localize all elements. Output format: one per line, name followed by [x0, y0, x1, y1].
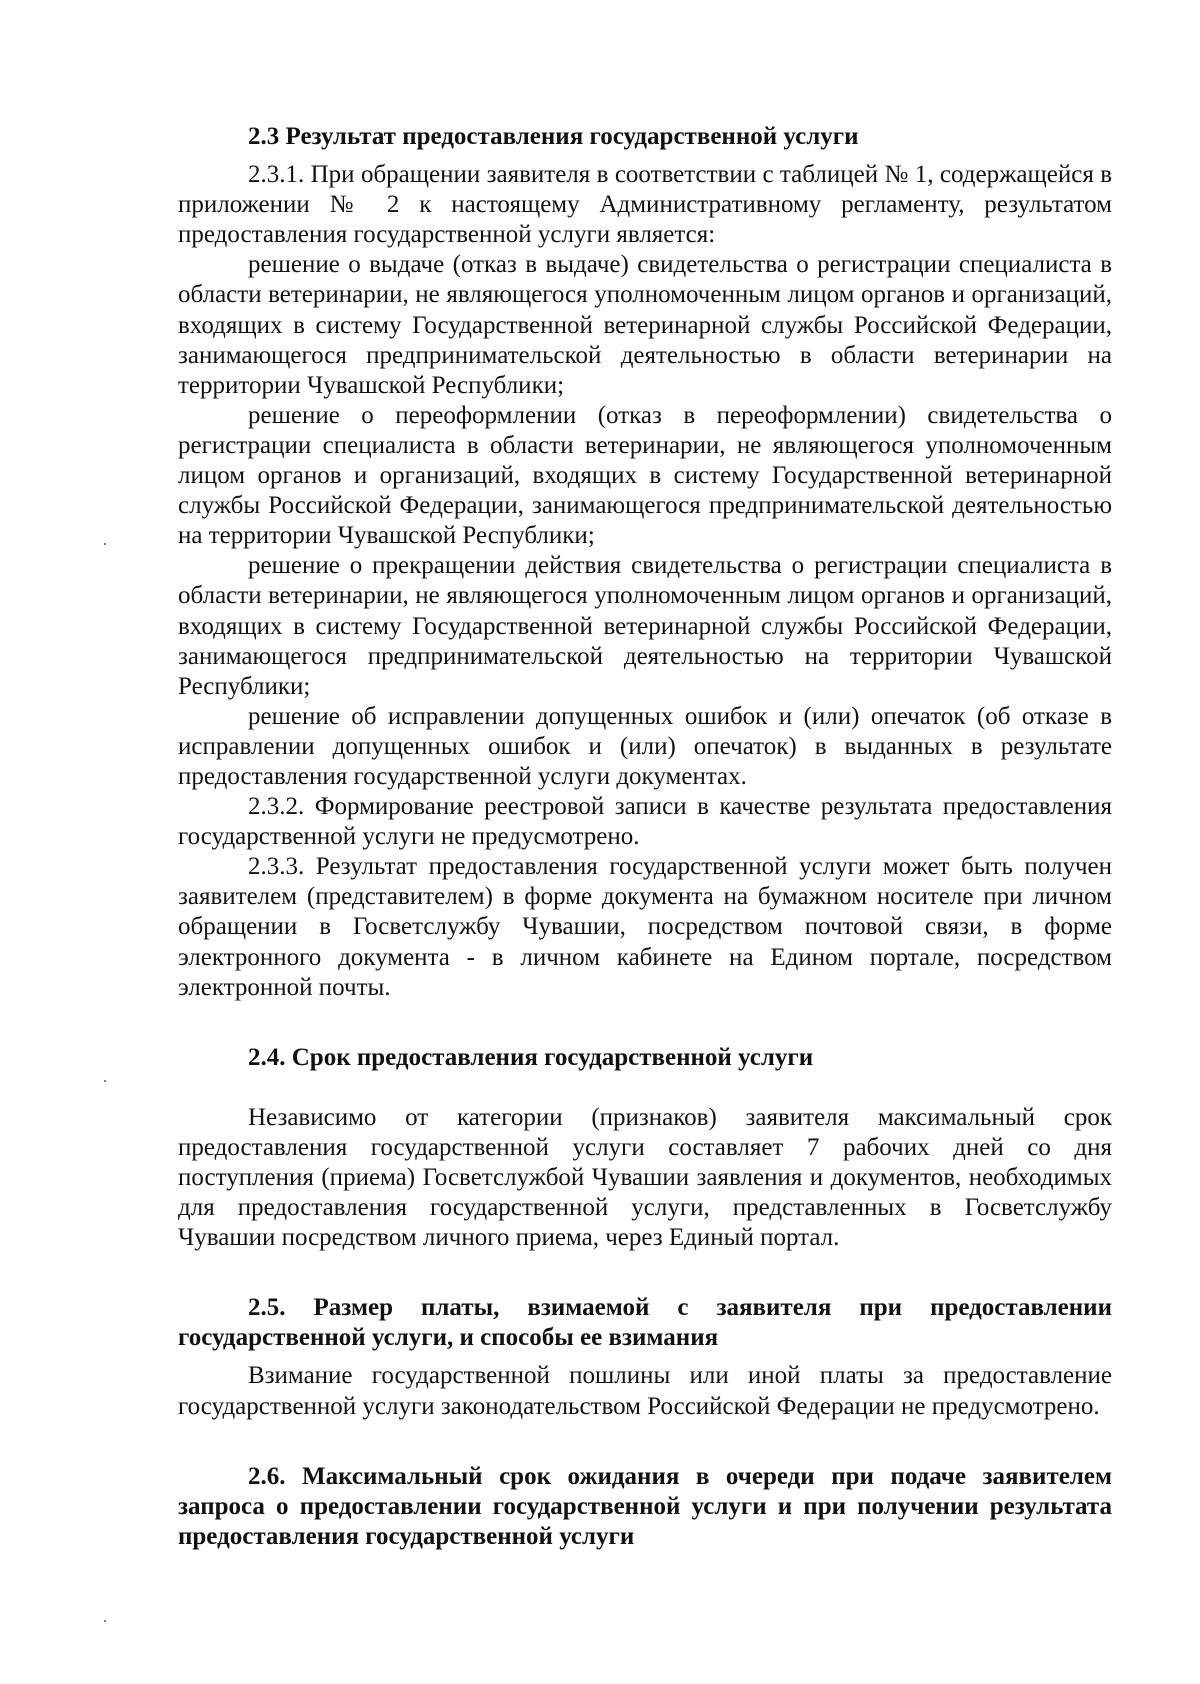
section-2-5-paragraph: Взимание государственной пошлины или иной платы за предоставление государственной услуги законодательством Российской Федерации не предусмотрено.	[178, 1362, 1112, 1420]
section-2-3-1-paragraph: 2.3.1. При обращении заявителя в соответствии с таблицей № 1, содержащейся в приложении № 2 к настоящему Административному регламенту, результатом предоставления государственной услуги является:	[178, 161, 1112, 249]
section-2-4-title: 2.4. Срок предоставления государственной услуги	[248, 1043, 814, 1071]
result-item-reissue-paragraph: решение о переоформлении (отказ в переоформлении) свидетельства о регистрации специалиста в области ветеринарии, не являющегося уполномоченным лицом органов и организаций, входящих в систему Государственной ветеринарной службы Российской Федерации, занимающегося предпринимательской деятельностью на территории Чувашской Республики;	[178, 401, 1112, 550]
scan-speck	[104, 1620, 106, 1622]
result-item-termination-paragraph: решение о прекращении действия свидетельства о регистрации специалиста в области ветеринарии, не являющегося уполномоченным лицом органов и организаций, входящих в систему Государственной ветеринарной службы Российской Федерации, занимающегося предпринимательской деятельностью на территории Чувашской Республики;	[178, 552, 1112, 700]
section-2-3-title: 2.3 Результат предоставления государственной услуги	[248, 123, 859, 150]
section-2-3-2-paragraph: 2.3.2. Формирование реестровой записи в качестве результата предоставления государственной услуги не предусмотрено.	[178, 793, 1112, 851]
section-2-3-3-paragraph: 2.3.3. Результат предоставления государственной услуги может быть получен заявителем (представителем) в форме документа на бумажном носителе при личном обращении в Госветслужбу Чувашии, посредством почтовой связи, в форме электронного документа - в личном кабинете на Едином портале, посредством электронной почты.	[178, 853, 1112, 1001]
section-2-6-title: 2.6. Максимальный срок ожидания в очереди при подаче заявителем запроса о предоставлении государственной услуги и при получении результата предоставления государственной услуги	[178, 1462, 1112, 1550]
scan-speck	[104, 543, 106, 545]
section-2-4-paragraph: Независимо от категории (признаков) заявителя максимальный срок предоставления государственной услуги составляет 7 рабочих дней со дня поступления (приема) Госветслужбой Чувашии заявления и документов, необходимых для предоставления государственной услуги, представленных в Госветслужбу Чувашии посредством личного приема, через Единый портал.	[178, 1103, 1112, 1252]
result-item-issue-paragraph: решение о выдаче (отказ в выдаче) свидетельства о регистрации специалиста в области ветеринарии, не являющегося уполномоченным лицом органов и организаций, входящих в систему Государственной ветеринарной службы Российской Федерации, занимающегося предпринимательской деятельностью в области ветеринарии на территории Чувашской Республики;	[178, 251, 1112, 399]
section-2-5-title: 2.5. Размер платы, взимаемой с заявителя при предоставлении государственной услуги, и способы ее взимания	[178, 1294, 1112, 1352]
document-page	[178, 122, 1112, 1552]
result-item-correction-paragraph: решение об исправлении допущенных ошибок и (или) опечаток (об отказе в исправлении допущенных ошибок и (или) опечаток) в выданных в результате предоставления государственной услуги документах.	[178, 702, 1112, 790]
scan-speck	[104, 1080, 106, 1082]
